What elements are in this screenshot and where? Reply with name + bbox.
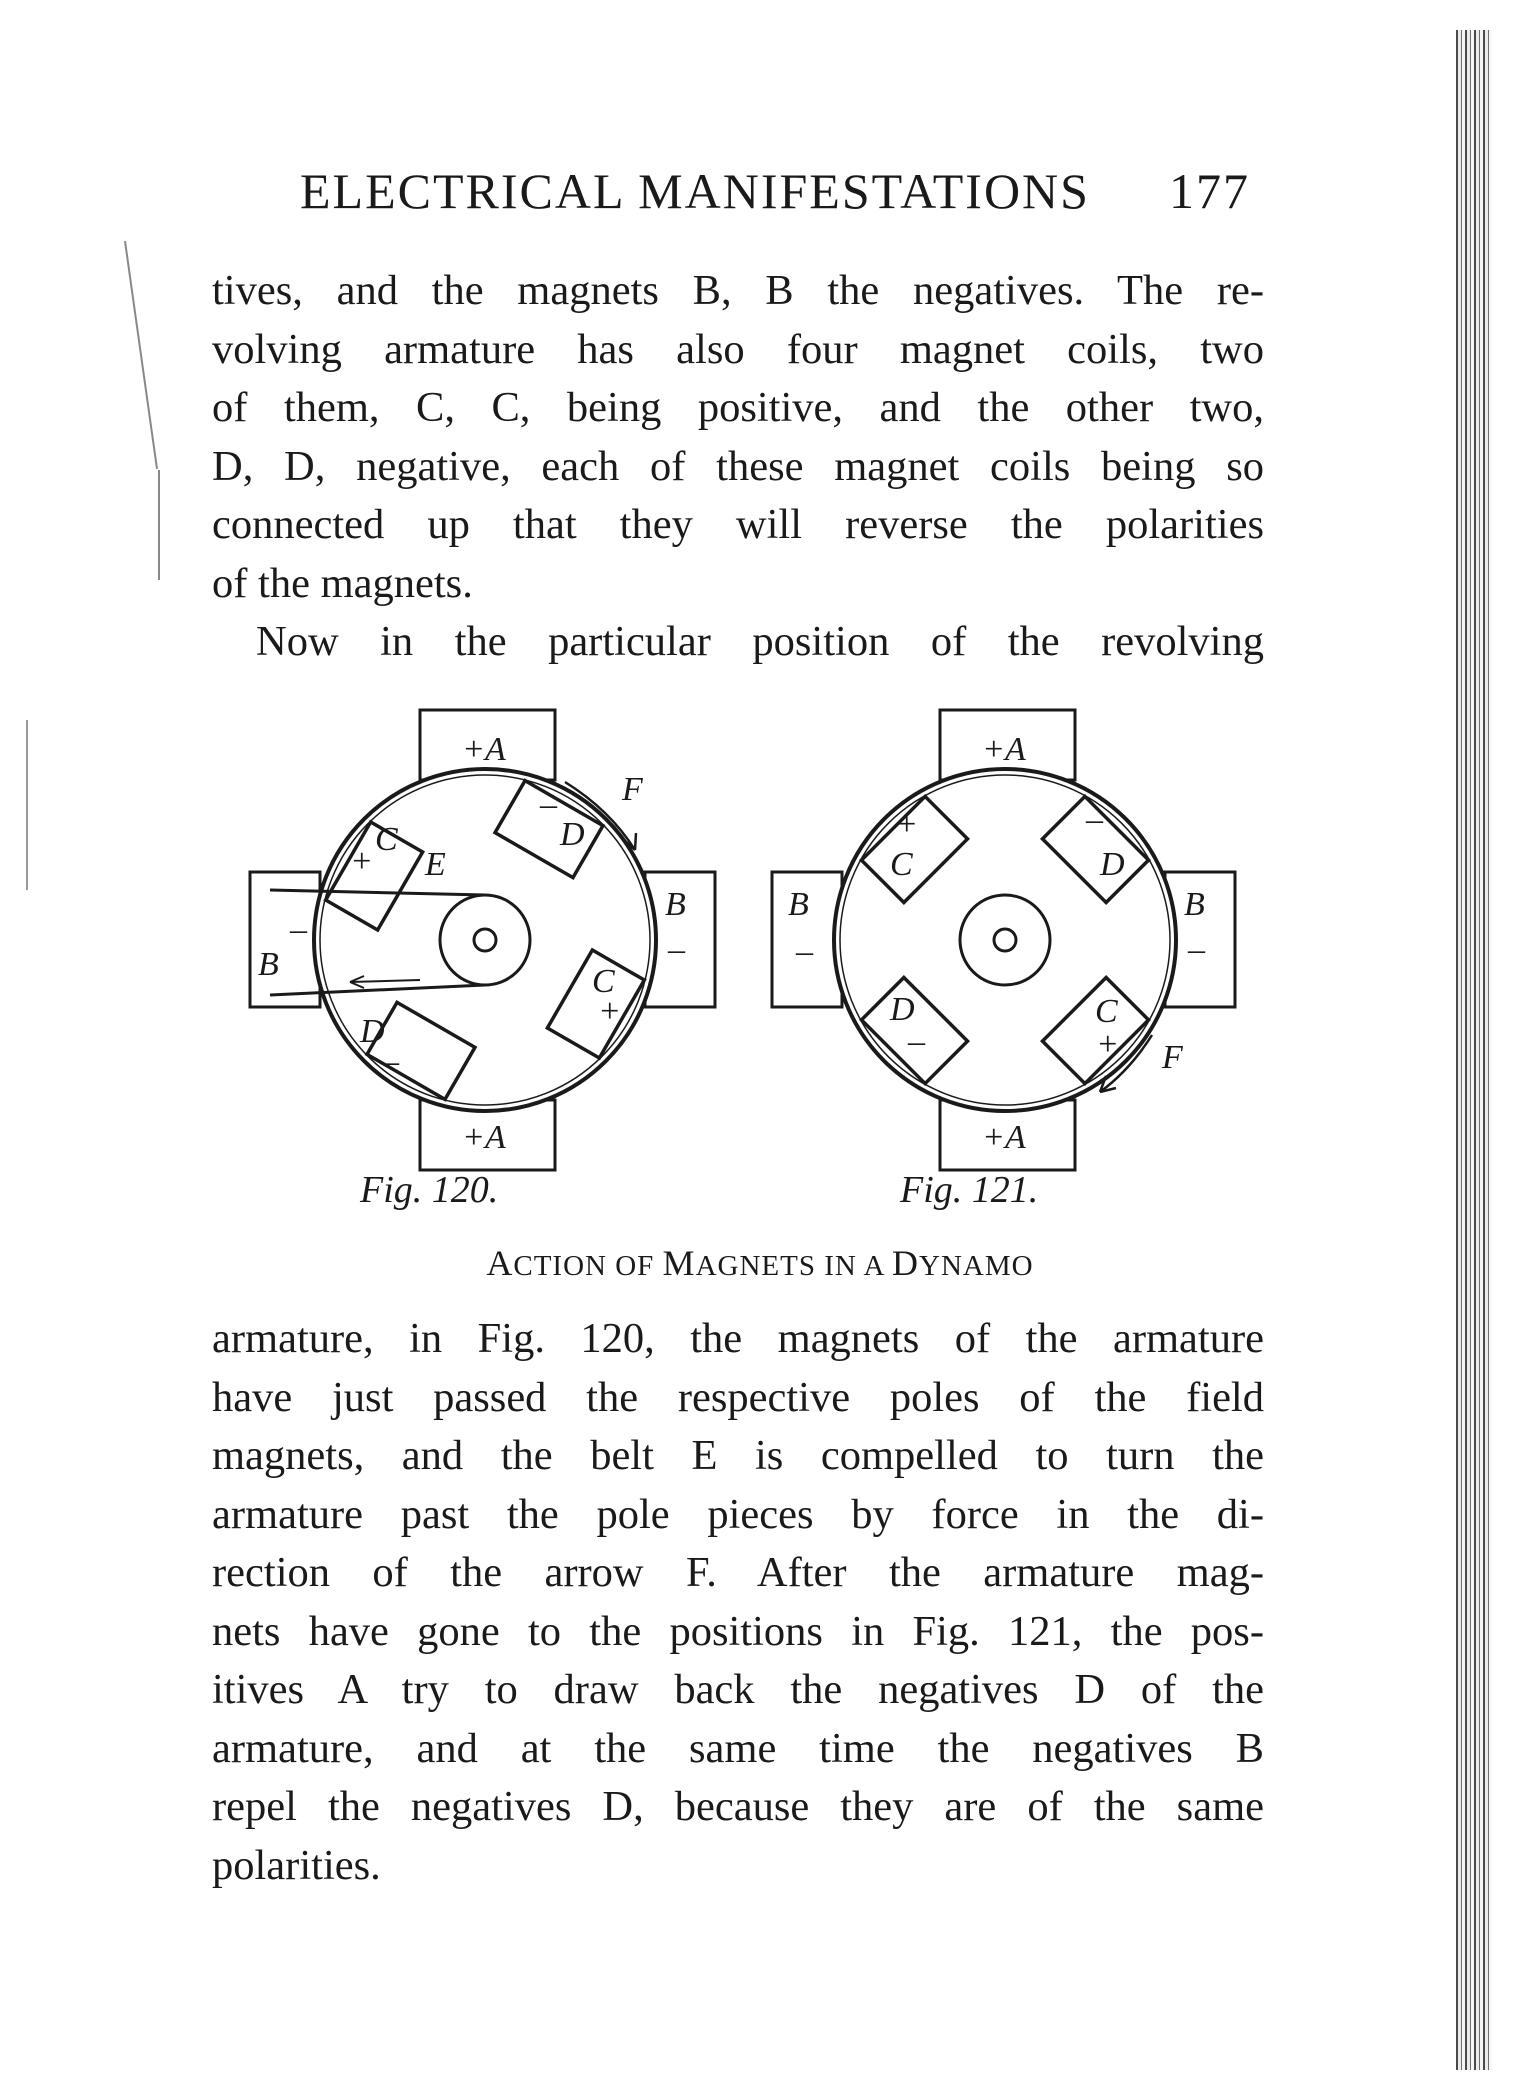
dynamo-illustration [240, 700, 1260, 1220]
label-a-top: +A [982, 731, 1026, 768]
label-b-right-sign: – [668, 931, 685, 968]
label-b-right: B [1184, 886, 1205, 923]
label-d-top: D [1100, 846, 1125, 883]
text-line: repel the negatives D, because they are of the same [212, 1783, 1264, 1830]
text-line: nets have gone to the positions in Fig. 121, the pos- [212, 1607, 1264, 1655]
margin-mark [124, 241, 158, 469]
paragraph-top [212, 262, 1264, 672]
fig-120-caption: Fig. 120. [360, 1169, 499, 1211]
text-line: have just passed the respective poles of the field [212, 1373, 1264, 1421]
text-line: of the magnets. [212, 559, 473, 607]
dynamo-figures [240, 700, 1260, 1220]
figure-caption [0, 1242, 1520, 1284]
label-b-right: B [665, 886, 686, 923]
label-b-left-sign: – [290, 911, 307, 948]
label-b-left: B [258, 946, 279, 983]
pulley [440, 895, 530, 985]
label-a-bottom: +A [462, 1119, 506, 1156]
fig-121 [772, 710, 1235, 1170]
caption-initial: M [662, 1243, 696, 1283]
header-title: ELECTRICAL MANIFESTATIONS [300, 163, 1090, 219]
text-line: connected up that they will reverse the polarities [212, 501, 1264, 548]
label-a-top: +A [462, 731, 506, 768]
label-f: F [1162, 1039, 1183, 1076]
text-line: armature, in Fig. 120, the magnets of the armature [212, 1315, 1264, 1362]
fig-121-caption: Fig. 121. [900, 1169, 1039, 1211]
binding-edge [1456, 30, 1492, 2070]
label-f: F [622, 771, 643, 808]
label-d-bottom: D [360, 1013, 385, 1050]
label-c-top: C [375, 821, 398, 858]
text-line: armature, and at the same time the negatives B [212, 1724, 1264, 1772]
text-line: polarities. [212, 1841, 381, 1889]
label-d-top-sign: – [1086, 801, 1103, 838]
label-c-top-sign: + [895, 806, 918, 843]
text-line: tives, and the magnets B, B the negatives. The re- [212, 267, 1264, 314]
pulley [960, 895, 1050, 985]
label-c-bottom: C [1095, 993, 1118, 1030]
text-line: of them, C, C, being positive, and the other two, [212, 384, 1264, 431]
label-d-bottom-sign: – [382, 1043, 399, 1080]
margin-mark [158, 470, 160, 580]
label-b-right-sign: – [1188, 931, 1205, 968]
text-line: Now in the particular position of the revolving [256, 618, 1264, 665]
label-c-bottom-sign: + [1096, 1026, 1119, 1063]
margin-mark [26, 720, 28, 890]
caption-text: CTION OF [513, 1250, 663, 1282]
label-d-bottom-sign: – [908, 1023, 925, 1060]
label-a-bottom: +A [982, 1119, 1026, 1156]
caption-text: YNAMO [919, 1250, 1034, 1282]
label-b-left-sign: – [796, 933, 813, 970]
label-c-bottom: C [592, 963, 615, 1000]
label-c-top: C [890, 846, 913, 883]
text-line: volving armature has also four magnet coils, two [212, 325, 1264, 373]
page-number: 177 [1169, 163, 1250, 219]
label-c-bottom-sign: + [598, 993, 621, 1030]
caption-initial: D [892, 1243, 920, 1283]
text-line: magnets, and the belt E is compelled to turn the [212, 1432, 1264, 1479]
label-d-top-sign: – [540, 786, 557, 823]
label-e: E [425, 846, 446, 883]
label-b-left: B [788, 886, 809, 923]
caption-text: AGNETS IN A [695, 1250, 893, 1282]
caption-initial: A [486, 1243, 514, 1283]
text-line: armature past the pole pieces by force in the di- [212, 1490, 1264, 1538]
label-d-top: D [560, 816, 585, 853]
text-line: D, D, negative, each of these magnet coils being so [212, 442, 1264, 490]
text-line: itives A try to draw back the negatives D of the [212, 1666, 1264, 1713]
label-c-top-sign: + [350, 843, 373, 880]
paragraph-bottom [212, 1310, 1264, 1895]
text-line: rection of the arrow F. After the armature mag- [212, 1549, 1264, 1596]
label-d-bottom: D [890, 991, 915, 1028]
fig-120 [250, 710, 715, 1170]
